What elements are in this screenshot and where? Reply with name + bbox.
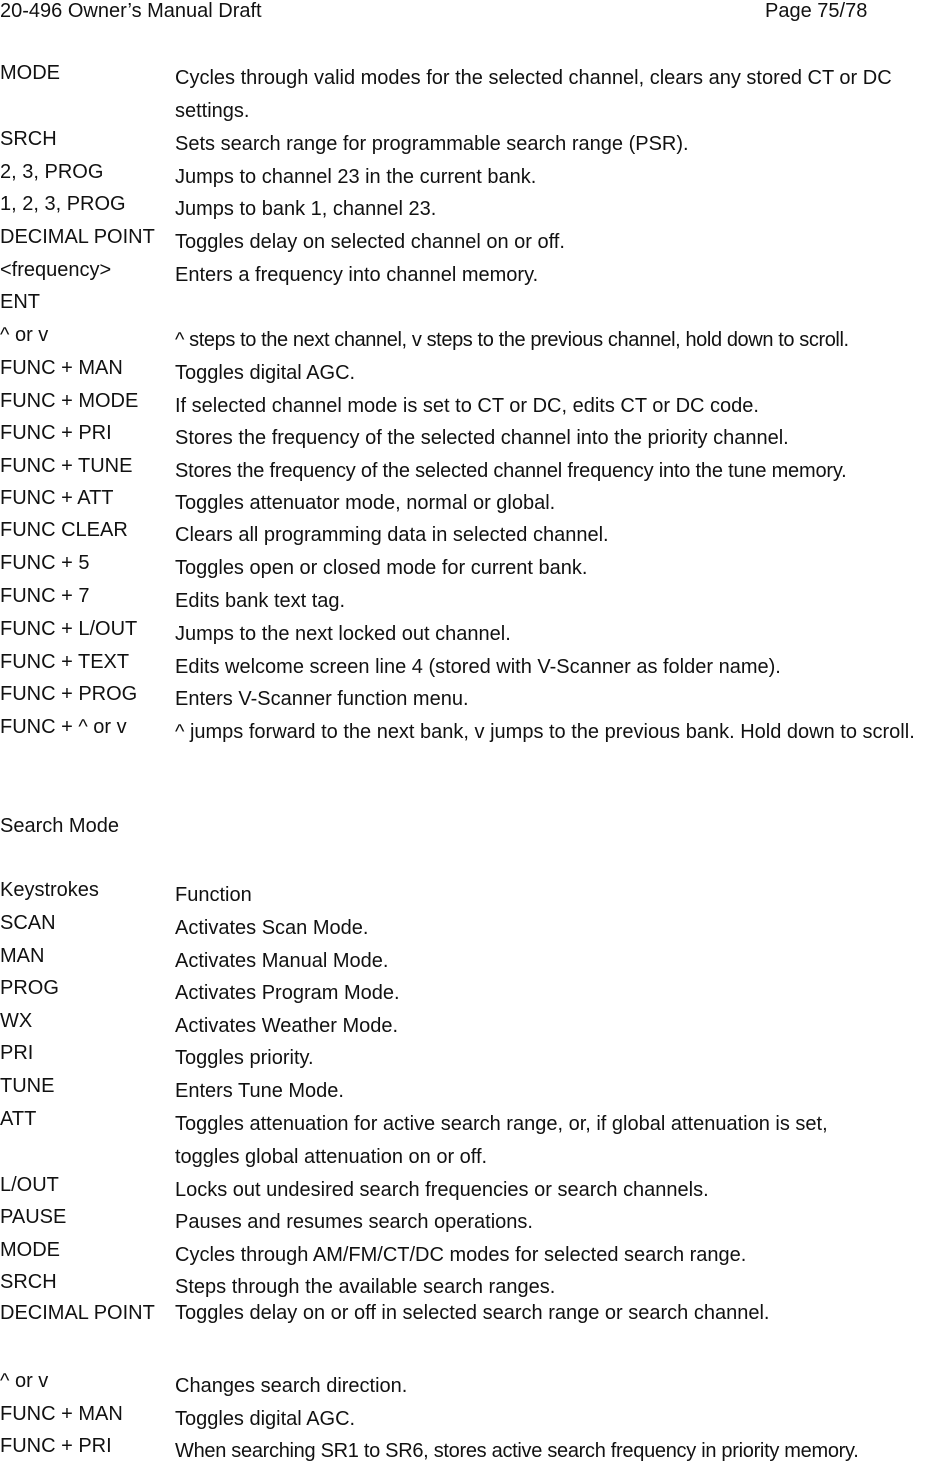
- keystroke: FUNC + TEXT: [0, 651, 130, 673]
- function-desc: Activates Weather Mode.: [175, 1015, 399, 1037]
- keystroke: FUNC + 5: [0, 552, 90, 574]
- function-desc: Toggles attenuator mode, normal or global.: [175, 492, 556, 514]
- keystroke: WX: [0, 1010, 33, 1032]
- keystroke: TUNE: [0, 1075, 55, 1097]
- page-number: Page 75/78: [765, 0, 868, 22]
- function-desc: Sets search range for programmable search range (PSR).: [175, 133, 689, 155]
- keystroke: PAUSE: [0, 1206, 67, 1228]
- keystroke: FUNC + MODE: [0, 390, 139, 412]
- keystroke: FUNC + TUNE: [0, 455, 133, 477]
- function-desc: ^ jumps forward to the next bank, v jumps to the previous bank. Hold down to scroll.: [175, 721, 915, 743]
- function-desc: Toggles priority.: [175, 1047, 314, 1069]
- keystroke: FUNC + ^ or v: [0, 716, 127, 738]
- keystroke: FUNC CLEAR: [0, 519, 128, 541]
- function-desc: Toggles delay on or off in selected search range or search channel.: [175, 1302, 770, 1324]
- function-desc: Toggles open or closed mode for current bank.: [175, 557, 588, 579]
- keystroke: SRCH: [0, 128, 57, 150]
- function-desc: Steps through the available search ranges.: [175, 1276, 556, 1298]
- keystroke: 2, 3, PROG: [0, 161, 104, 183]
- function-desc: Edits bank text tag.: [175, 590, 346, 612]
- keystroke: PROG: [0, 977, 59, 999]
- function-desc: Toggles delay on selected channel on or off.: [175, 231, 565, 253]
- keystroke: FUNC + PRI: [0, 422, 112, 444]
- keystroke: <frequency>: [0, 259, 112, 281]
- document-title: 20-496 Owner’s Manual Draft: [0, 0, 262, 22]
- function-desc: Jumps to bank 1, channel 23.: [175, 198, 437, 220]
- function-desc: Changes search direction.: [175, 1375, 408, 1397]
- function-desc: Toggles attenuation for active search range, or, if global attenuation is set, toggles global attenuation on or off.: [175, 1113, 828, 1168]
- keystroke: MODE: [0, 1239, 60, 1261]
- section-heading: Search Mode: [0, 815, 119, 837]
- function-desc: Toggles digital AGC.: [175, 1408, 356, 1430]
- keystroke: FUNC + MAN: [0, 357, 123, 379]
- keystroke: ^ or v: [0, 324, 49, 346]
- keystroke: FUNC + MAN: [0, 1403, 123, 1425]
- keystroke: L/OUT: [0, 1174, 59, 1196]
- function-desc: Stores the frequency of the selected channel into the priority channel.: [175, 427, 789, 449]
- keystroke: FUNC + L/OUT: [0, 618, 138, 640]
- keystroke: FUNC + PRI: [0, 1435, 112, 1457]
- keystroke: DECIMAL POINT: [0, 226, 155, 248]
- keystroke: FUNC + PROG: [0, 683, 138, 705]
- function-desc: Locks out undesired search frequencies or search channels.: [175, 1179, 709, 1201]
- column-header-keystrokes: Keystrokes: [0, 879, 99, 901]
- function-desc: Cycles through valid modes for the selected channel, clears any stored CT or DC settings.: [175, 67, 892, 122]
- function-desc: Clears all programming data in selected channel.: [175, 524, 609, 546]
- function-desc: Stores the frequency of the selected channel frequency into the tune memory.: [175, 460, 847, 482]
- keystroke: 1, 2, 3, PROG: [0, 193, 126, 215]
- keystroke: DECIMAL POINT: [0, 1302, 155, 1324]
- function-desc: Jumps to the next locked out channel.: [175, 623, 511, 645]
- keystroke: ENT: [0, 291, 40, 313]
- function-desc: Enters Tune Mode.: [175, 1080, 344, 1102]
- function-desc: Cycles through AM/FM/CT/DC modes for selected search range.: [175, 1244, 747, 1266]
- function-desc: Jumps to channel 23 in the current bank.: [175, 166, 537, 188]
- function-desc: Activates Manual Mode.: [175, 950, 389, 972]
- function-desc: When searching SR1 to SR6, stores active search frequency in priority memory.: [175, 1440, 859, 1462]
- function-desc: If selected channel mode is set to CT or DC, edits CT or DC code.: [175, 395, 759, 417]
- keystroke: ^ or v: [0, 1370, 49, 1392]
- keystroke: FUNC + ATT: [0, 487, 114, 509]
- function-desc: Enters a frequency into channel memory.: [175, 264, 539, 286]
- function-desc: ^ steps to the next channel, v steps to the previous channel, hold down to scroll.: [175, 329, 849, 351]
- keystroke: FUNC + 7: [0, 585, 90, 607]
- function-desc: Enters V-Scanner function menu.: [175, 688, 469, 710]
- column-header-function: Function: [175, 884, 252, 906]
- function-desc: Toggles digital AGC.: [175, 362, 356, 384]
- keystroke: SRCH: [0, 1271, 57, 1293]
- keystroke: MODE: [0, 62, 60, 84]
- function-desc: Edits welcome screen line 4 (stored with V-Scanner as folder name).: [175, 656, 781, 678]
- keystroke: SCAN: [0, 912, 56, 934]
- keystroke: ATT: [0, 1108, 37, 1130]
- function-desc: Activates Program Mode.: [175, 982, 400, 1004]
- function-desc: Activates Scan Mode.: [175, 917, 369, 939]
- keystroke: MAN: [0, 945, 45, 967]
- keystroke: PRI: [0, 1042, 34, 1064]
- function-desc: Pauses and resumes search operations.: [175, 1211, 533, 1233]
- page-header: [0, 0, 937, 24]
